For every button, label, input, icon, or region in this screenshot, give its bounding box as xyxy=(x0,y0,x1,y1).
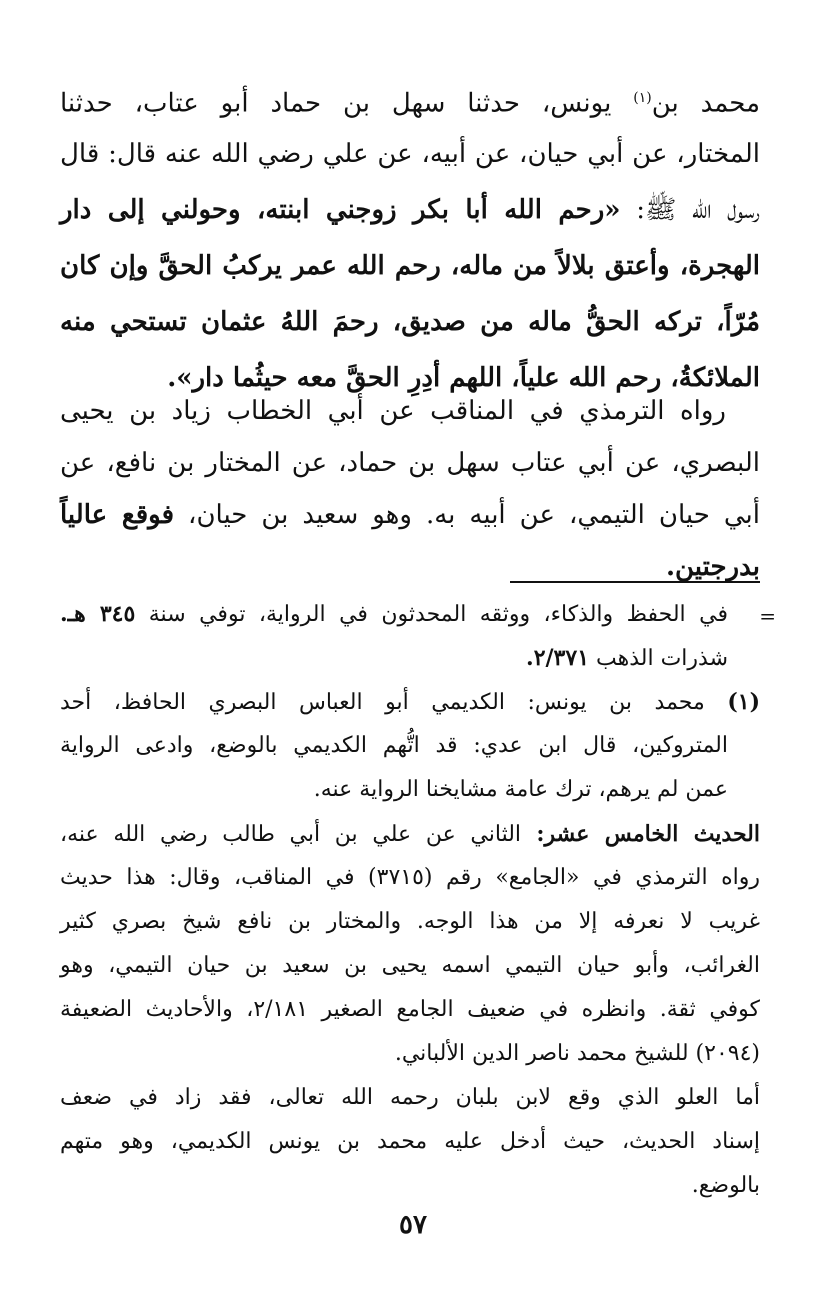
text-line: البصري، عن أبي عتاب سهل بن حماد، عن المختار بن نافع، عن xyxy=(60,448,760,478)
text-line: بدرجتين. xyxy=(665,552,760,582)
text-line: مُرّاً، تركه الحقُّ ماله من صديق، رحمَ اللهُ عثمان تستحي منه xyxy=(60,307,760,337)
text-line: الهجرة، وأعتق بلالاً من ماله، رحم الله عمر يركبُ الحقَّ وإن كان xyxy=(60,251,760,281)
footnote-line: في الحفظ والذكاء، ووثقه المحدثون في الرواية، توفي سنة ٣٤٥ هـ. xyxy=(60,601,728,627)
hadith-text xyxy=(60,70,760,406)
footnote-line: الغرائب، وأبو حيان التيمي اسمه يحيى بن سعيد بن حيان التيمي، وهو xyxy=(60,953,760,978)
text-line: الملائكةُ، رحم الله علياً، اللهم أدِرِ الحقَّ معه حيثُما دار». xyxy=(167,363,760,393)
footnote-ref[interactable]: (١) xyxy=(633,90,652,106)
footnote-line: غريب لا نعرفه إلا من هذا الوجه. والمختار بن نافع شيخ بصري كثير xyxy=(60,909,760,934)
text-line: المختار، عن أبي حيان، عن أبيه، عن علي رضي الله عنه قال: قال xyxy=(60,139,760,169)
continuation-mark: = xyxy=(759,604,776,628)
footnote-line: (٢٠٩٤) للشيخ محمد ناصر الدين الألباني. xyxy=(394,1041,760,1066)
footnote-line: عمن لم يرهم، ترك عامة مشايخنا الرواية عنه. xyxy=(313,777,728,802)
footnotes xyxy=(60,592,760,1208)
text-line: رسول الله ﷺ: «رحم الله أبا بكر زوجني ابنته، وحولني إلى دار xyxy=(60,195,761,225)
text-line: أبي حيان التيمي، عن أبيه به. وهو سعيد بن حيان، فوقع عالياً xyxy=(60,500,760,530)
footnote-separator xyxy=(510,581,760,583)
footnote-line: أما العلو الذي وقع لابن بلبان رحمه الله تعالى، فقد زاد في ضعف xyxy=(60,1085,760,1110)
footnote-line: شذرات الذهب ٢/٣٧١. xyxy=(526,645,728,671)
commentary-paragraph xyxy=(60,385,760,593)
footnote-line: المتروكين، قال ابن عدي: قد اتُّهم الكديمي بالوضع، وادعى الرواية xyxy=(60,733,728,758)
page-number: ٥٧ xyxy=(399,1210,427,1240)
footnote-line: كوفي ثقة. وانظره في ضعيف الجامع الصغير ٢/١٨١، والأحاديث الضعيفة xyxy=(60,997,761,1022)
footnote-line: إسناد الحديث، حيث أدخل عليه محمد بن يونس الكديمي، وهو متهم xyxy=(60,1129,760,1154)
text-line: رواه الترمذي في المناقب عن أبي الخطاب زياد بن يحيى xyxy=(60,396,726,426)
footnote-line: الحديث الخامس عشر: الثاني عن علي بن أبي طالب رضي الله عنه، xyxy=(60,821,760,847)
footnote-line: رواه الترمذي في «الجامع» رقم (٣٧١٥) في المناقب، وقال: هذا حديث xyxy=(60,865,760,890)
footnote-line: بالوضع. xyxy=(691,1173,760,1198)
footnote-line: (١) محمد بن يونس: الكديمي أبو العباس البصري الحافظ، أحد xyxy=(60,689,760,715)
footnote-number: (١) xyxy=(727,689,760,715)
text-line: محمد بن$^{(١)}$ يونس، حدثنا سهل بن حماد أبو عتاب، حدثنا xyxy=(60,88,761,119)
